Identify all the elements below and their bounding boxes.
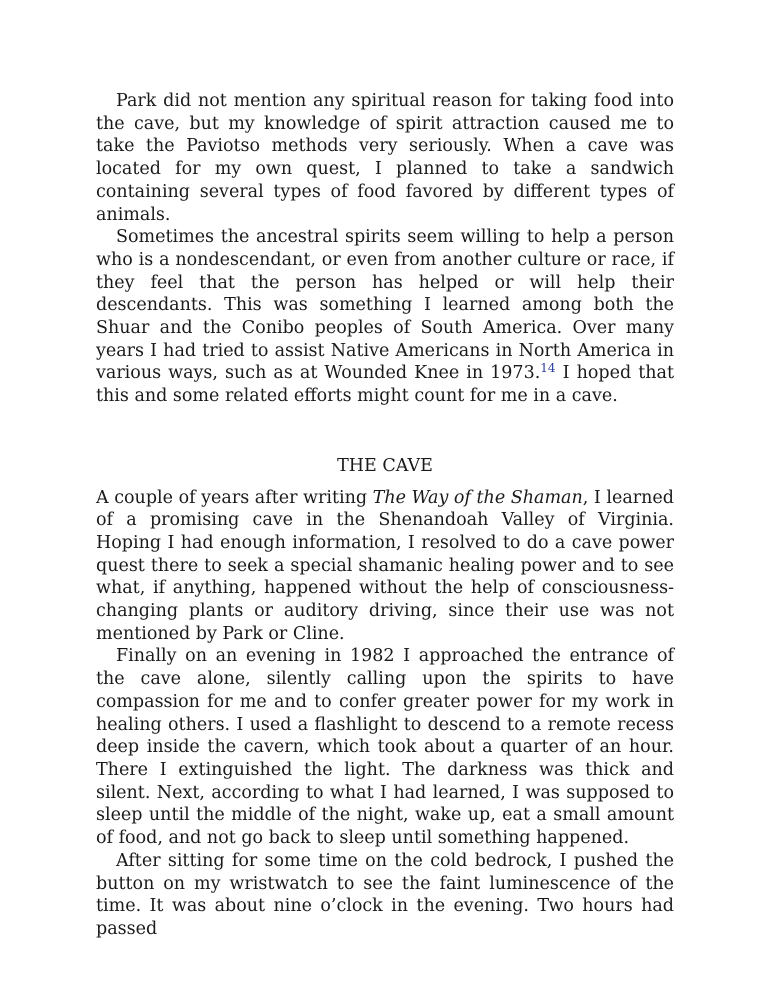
paragraph-text: Sometimes the ancestral spirits seem willing to help a person who is a nondescendant, or even from another culture or race, if they feel that the person has helped or will help their descendants. This was something I learned among both the Shuar and the Conibo peoples of South America. Over many years I had tried to assist Native Americans in North America in various ways, such as at Wounded Knee in 1973. [96,227,674,384]
paragraph-park-food: Park did not mention any spiritual reason for taking food into the cave, but my knowledge of spirit attraction caused me to take the Paviotso methods very seriously. When a cave was located for my own quest, I planned to take a sandwich containing several types of food favored by different types of animals. [96,91,674,225]
book-title: The Way of the Shaman [372,487,583,508]
paragraph-wristwatch: After sitting for some time on the cold bedrock, I pushed the button on my wristwatch to see the faint luminescence of the time. It was about nine o’clock in the evening. Two hours had passed [96,850,674,939]
paragraph-entering-cave: Finally on an evening in 1982 I approached the entrance of the cave alone, silently calling upon the spirits to have compassion for me and to confer greater power for my work in healing others. I used a flashlight to descend to a remote recess deep inside the cavern, which took about a quarter of an hour. There I extinguished the light. The darkness was thick and silent. Next, according to what I had learned, I was supposed to sleep until the middle of the night, wake up, eat a small amount of food, and not go back to sleep until something happened. [96,646,674,849]
book-page [96,90,674,941]
section-heading: THE CAVE [337,455,433,476]
paragraph-text-continued: , I learned of a promising cave in the Shenandoah Valley of Virginia. Hoping I had enough information, I resolved to do a cave power quest there to seek a special shamanic healing power and to see what, if anything, happened without the help of consciousness-changing plants or auditory driving, since their use was not mentioned by Park or Cline. [96,487,674,644]
paragraph-cave-intro [96,487,674,646]
paragraph-text-continued: I hoped that this and some related efforts might count for me in a cave. [96,363,674,407]
paragraph-text: A couple of years after writing [96,487,373,508]
paragraph-ancestral-spirits [96,226,674,408]
footnote-reference[interactable]: 14 [540,361,556,376]
